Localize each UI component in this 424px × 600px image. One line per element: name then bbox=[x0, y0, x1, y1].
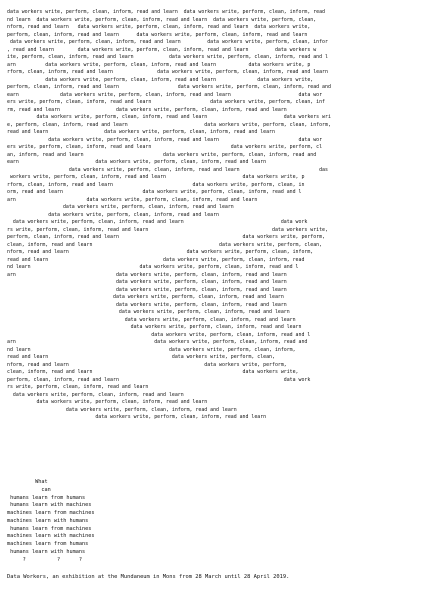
poem-line: clean, inform, read and learn data workers write, perform, clean, bbox=[7, 241, 323, 248]
question-line: machines learn from machines bbox=[7, 510, 95, 516]
concrete-poem bbox=[7, 9, 419, 422]
poem-line: data workers write, perform, clean, inform, read and learn data wor bbox=[7, 136, 323, 143]
poem-line: ers write, perform, clean, inform, read and learn data workers write, perform, clean, inf bbox=[7, 99, 325, 105]
poem-line: an, inform, read and learn data workers write, perform, clean, inform, read and bbox=[7, 151, 317, 158]
poem-line: nd learn data workers write, perform, clean, inform, read and learn data workers write, perform, clean, bbox=[7, 16, 317, 23]
poem-line: earn data workers write, perform, clean, inform, read and learn data wor bbox=[7, 91, 323, 98]
poem-line: data workers write, perform, clean, inform, read and learn bbox=[7, 294, 284, 300]
poem-line: , read and learn data workers write, perform, clean, inform, read and learn data workers w bbox=[7, 46, 317, 53]
question-line: humans learn from humans bbox=[7, 494, 86, 501]
exhibition-caption: Data Workers, an exhibition at the Mundaneum in Mons from 28 March until 28 April 2019. bbox=[7, 574, 290, 580]
question-line: humans learn with humans bbox=[7, 548, 86, 555]
poem-line: arn data workers write, perform, clean, inform, read and bbox=[7, 339, 308, 345]
poem-line: rform, clean, inform, read and learn data workers write, perform, clean, inform, read and learn bbox=[7, 69, 328, 75]
question-line: ? ? ? bbox=[7, 556, 82, 563]
poem-line: data workers write, perform, clean, inform, read and learn data workers write, perform, clean, infor bbox=[7, 39, 328, 45]
question-line: machines learn from humans bbox=[7, 541, 89, 547]
question-line: What bbox=[7, 479, 48, 485]
poem-line: data workers write, perform, clean, inform, read and learn bbox=[7, 406, 237, 413]
poem-line: e, perform, clean, inform, read and learn data workers write, perform, clean, inform, bbox=[7, 121, 331, 128]
poem-line: earn data workers write, perform, clean, inform, read and learn bbox=[7, 159, 267, 165]
poem-line: perform, clean, inform, read and learn data work bbox=[7, 376, 311, 383]
poem-line: data workers write, perform, clean, inform, read and learn data workers write, perform, clean, inform, read bbox=[7, 9, 325, 15]
poem-line: data workers write, perform, clean, inform, read and learn bbox=[7, 399, 208, 405]
poem-line: data workers write, perform, clean, inform, read and learn bbox=[7, 286, 287, 293]
poem-line: perform, clean, inform, read and learn data workers write, perform, clean, inform, read and learn bbox=[7, 31, 308, 38]
poem-line: rs write, perform, clean, inform, read and learn data workers write, bbox=[7, 226, 328, 233]
poem-line: nform, read and learn data workers write, perform, bbox=[7, 361, 287, 368]
question-line: humans learn with machines bbox=[7, 502, 92, 509]
poem-line: arn data workers write, perform, clean, inform, read and learn bbox=[7, 196, 258, 203]
poem-line: data workers write, perform, clean, inform, read and learn das bbox=[7, 166, 328, 173]
poem-line: data workers write, perform, clean, inform, read and learn bbox=[7, 301, 287, 308]
poem-line: data workers write, perform, clean, inform, read and learn bbox=[7, 204, 234, 210]
poem-line: ite, perform, clean, inform, read and learn data workers write, perform, clean, inform, read and l bbox=[7, 54, 328, 60]
poem-line: data workers write, perform, clean, inform, read and learn bbox=[7, 279, 287, 285]
poem-line: data workers write, perform, clean, inform, read and l bbox=[7, 331, 311, 338]
poem-line: data workers write, perform, clean, inform, read and learn bbox=[7, 316, 296, 323]
poem-line: rm, read and learn data workers write, perform, clean, inform, read and learn bbox=[7, 106, 287, 113]
question-line: humans learn from machines bbox=[7, 525, 92, 532]
poem-line: clean, inform, read and learn data workers write, bbox=[7, 369, 299, 375]
poem-line: data workers write, perform, clean, inform, read and learn bbox=[7, 211, 219, 218]
poem-line: data workers write, perform, clean, inform, read and learn bbox=[7, 391, 184, 398]
poem-line: orm, read and learn data workers write, perform, clean, inform, read and l bbox=[7, 189, 302, 195]
poem-line: data workers write, perform, clean, inform, read and learn bbox=[7, 309, 290, 315]
poem-line: perform, clean, inform, read and learn data workers write, perform, bbox=[7, 234, 325, 240]
poem-line: data workers write, perform, clean, inform, read and learn data work bbox=[7, 219, 308, 225]
poem-line: nform, read and learn data workers write, perform, clean, inform, read and learn data workers write, bbox=[7, 24, 311, 30]
poem-line: data workers write, perform, clean, inform, read and learn data workers write, bbox=[7, 76, 314, 83]
question-block bbox=[7, 479, 94, 564]
poem-line: rs write, perform, clean, inform, read and learn bbox=[7, 384, 149, 390]
poem-line: perform, clean, inform, read and learn data workers write, perform, clean, inform, read and bbox=[7, 84, 331, 90]
poem-line: data workers write, perform, clean, inform, read and learn bbox=[7, 414, 267, 420]
poem-line: ers write, perform, clean, inform, read and learn data workers write, perform, cl bbox=[7, 144, 323, 150]
poem-line: arn data workers write, perform, clean, inform, read and learn bbox=[7, 271, 287, 278]
poem-line: read and learn data workers write, perform, clean, bbox=[7, 354, 275, 360]
poem-line: nform, read and learn data workers write, perform, clean, inform, bbox=[7, 249, 314, 255]
poem-line: nd learn data workers write, perform, clean, inform, bbox=[7, 346, 296, 353]
question-line: machines learn with machines bbox=[7, 533, 95, 540]
poem-line: data workers write, perform, clean, inform, read and learn bbox=[7, 324, 302, 330]
poem-line: data workers write, perform, clean, inform, read and learn data workers wri bbox=[7, 114, 331, 120]
poem-line: read and learn data workers write, perform, clean, inform, read bbox=[7, 256, 305, 263]
question-line: can bbox=[7, 486, 51, 493]
poem-line: workers write, perform, clean, inform, read and learn data workers write, p bbox=[7, 174, 305, 180]
poem-line: nd learn data workers write, perform, clean, inform, read and l bbox=[7, 264, 299, 270]
question-line: machines learn with humans bbox=[7, 517, 89, 524]
poem-line: rform, clean, inform, read and learn data workers write, perform, clean, in bbox=[7, 181, 305, 188]
poem-line: read and learn data workers write, perform, clean, inform, read and learn bbox=[7, 129, 275, 135]
poem-line: arn data workers write, perform, clean, inform, read and learn data workers write, p bbox=[7, 61, 311, 68]
